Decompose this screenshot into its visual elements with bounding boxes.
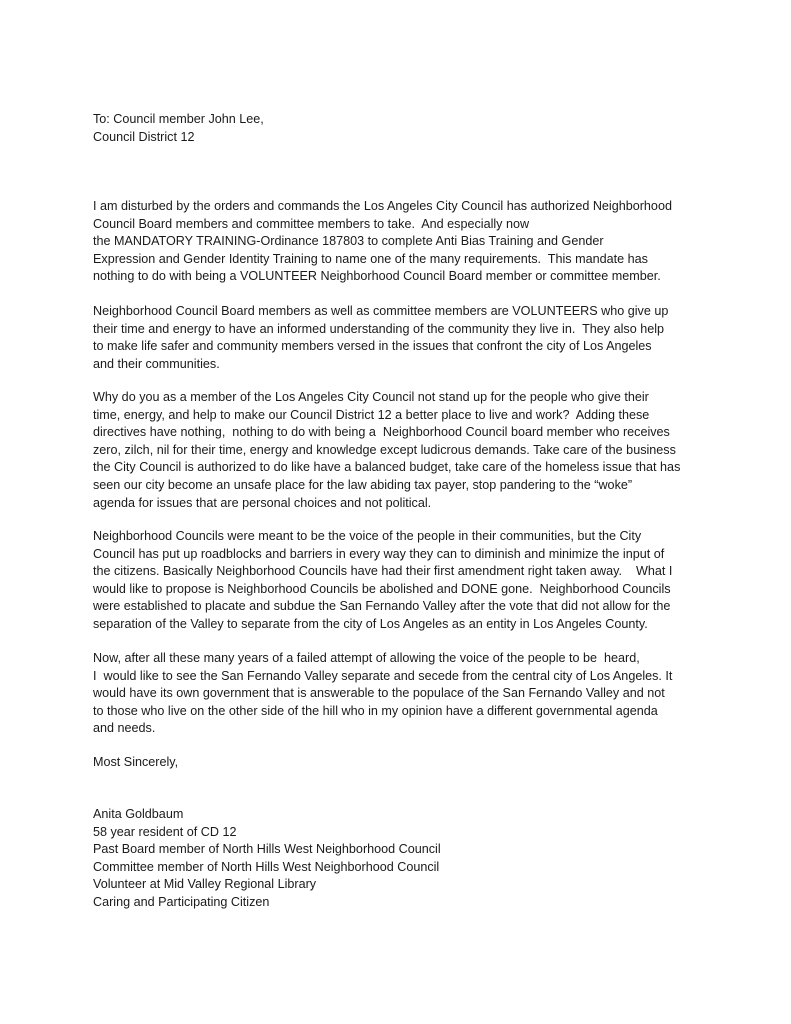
paragraph-line: Expression and Gender Identity Training to name one of the many requirements. This mandate has <box>93 251 648 266</box>
paragraph-line: Council has put up roadblocks and barriers in every way they can to diminish and minimize the input of <box>93 546 665 561</box>
paragraph-line: agenda for issues that are personal choices and not political. <box>93 495 432 510</box>
signature-line: Past Board member of North Hills West Neighborhood Council <box>93 842 441 857</box>
paragraph-line: Council Board members and committee members to take. And especially now <box>93 216 530 231</box>
paragraph-line: to those who live on the other side of the hill who in my opinion have a different governmental agenda <box>93 703 658 718</box>
paragraph-4 <box>93 528 733 634</box>
paragraph-line: would have its own government that is answerable to the populace of the San Fernando Valley and not <box>93 686 665 701</box>
paragraph-line: Why do you as a member of the Los Angeles City Council not stand up for the people who give their <box>93 390 649 404</box>
signature-line: 58 year resident of CD 12 <box>93 824 237 839</box>
paragraph-2 <box>93 303 733 373</box>
paragraph-line: directives have nothing, nothing to do with being a Neighborhood Council board member who receives <box>93 425 670 440</box>
signature-line: Volunteer at Mid Valley Regional Library <box>93 877 317 892</box>
paragraph-1 <box>93 198 733 286</box>
addressee-line: To: Council member John Lee, <box>93 112 264 126</box>
paragraph-3 <box>93 389 733 512</box>
addressee-block <box>93 111 733 146</box>
paragraph-line: nothing to do with being a VOLUNTEER Neighborhood Council Board member or committee member. <box>93 269 661 284</box>
paragraph-line: Now, after all these many years of a failed attempt of allowing the voice of the people to be heard, <box>93 651 640 665</box>
closing-line: Most Sincerely, <box>93 755 179 769</box>
signature-name: Anita Goldbaum <box>93 807 184 821</box>
paragraph-line: the citizens. Basically Neighborhood Councils have had their first amendment right taken away. What I <box>93 564 673 579</box>
paragraph-line: and needs. <box>93 721 156 736</box>
paragraph-line: I am disturbed by the orders and commands the Los Angeles City Council has authorized Neighborhood <box>93 199 672 213</box>
paragraph-line: their time and energy to have an informed understanding of the community they live in. They also help <box>93 321 665 336</box>
addressee-line: Council District 12 <box>93 129 195 144</box>
paragraph-line: separation of the Valley to separate from the city of Los Angeles as an entity in Los Angeles County. <box>93 616 648 631</box>
paragraph-line: to make life safer and community members versed in the issues that confront the city of Los Angeles <box>93 339 652 354</box>
paragraph-5 <box>93 650 733 738</box>
paragraph-line: and their communities. <box>93 356 220 371</box>
closing-block <box>93 754 733 772</box>
signature-line: Caring and Participating Citizen <box>93 894 270 909</box>
paragraph-line: the MANDATORY TRAINING-Ordinance 187803 to complete Anti Bias Training and Gender <box>93 234 604 249</box>
signature-line: Committee member of North Hills West Neighborhood Council <box>93 859 440 874</box>
signature-block <box>93 806 733 912</box>
paragraph-line: zero, zilch, nil for their time, energy and knowledge except ludicrous demands. Take care of the business <box>93 442 676 457</box>
paragraph-line: the City Council is authorized to do like have a balanced budget, take care of the homeless issue that has <box>93 460 681 475</box>
paragraph-line: time, energy, and help to make our Council District 12 a better place to live and work? Adding these <box>93 407 650 422</box>
paragraph-line: Neighborhood Council Board members as well as committee members are VOLUNTEERS who give up <box>93 304 669 318</box>
paragraph-line: Neighborhood Councils were meant to be the voice of the people in their communities, but the City <box>93 529 642 543</box>
paragraph-line: would like to propose is Neighborhood Councils be abolished and DONE gone. Neighborhood Councils <box>93 581 671 596</box>
paragraph-line: were established to placate and subdue the San Fernando Valley after the vote that did not allow for the <box>93 599 671 614</box>
paragraph-line: seen our city become an unsafe place for the law abiding tax payer, stop pandering to the “woke” <box>93 477 633 492</box>
paragraph-line: I would like to see the San Fernando Valley separate and secede from the central city of Los Angeles. It <box>93 668 673 683</box>
